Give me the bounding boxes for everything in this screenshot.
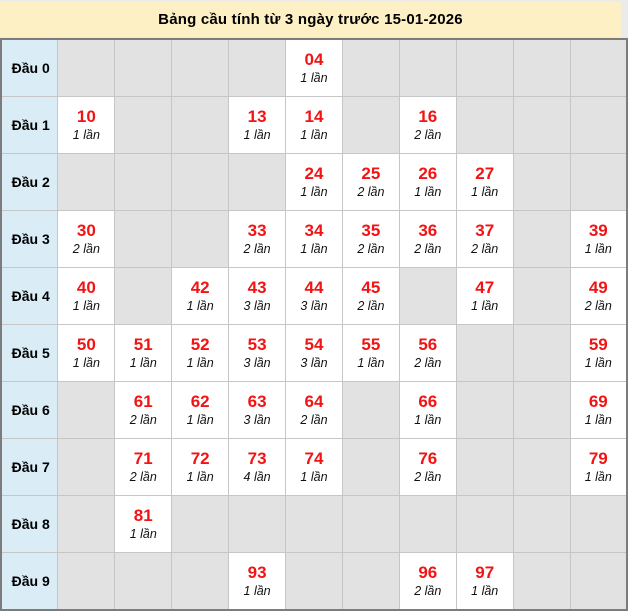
number-cell: [342, 153, 399, 210]
table-body: [1, 39, 627, 610]
number-value: 04: [304, 49, 324, 69]
empty-cell: [58, 439, 115, 496]
empty-cell: [513, 267, 570, 324]
count-value: 1 lần: [584, 356, 612, 371]
number-value: 44: [304, 277, 324, 297]
number-value: 25: [361, 163, 381, 183]
count-value: 1 lần: [471, 298, 499, 313]
number-value: 33: [247, 220, 267, 240]
empty-cell: [342, 382, 399, 439]
count-value: 1 lần: [300, 70, 328, 85]
empty-cell: [456, 496, 513, 553]
empty-cell: [229, 39, 286, 96]
number-cell: [342, 210, 399, 267]
count-value: 1 lần: [72, 298, 100, 313]
empty-cell: [58, 39, 115, 96]
table-row: [1, 324, 627, 381]
number-value: 93: [247, 563, 267, 583]
count-value: 1 lần: [584, 413, 612, 428]
number-cell: [456, 153, 513, 210]
number-cell: [58, 210, 115, 267]
title-bar: [0, 2, 621, 37]
count-value: 1 lần: [414, 413, 442, 428]
number-value: 39: [588, 220, 608, 240]
number-cell: [456, 553, 513, 610]
number-value: 55: [361, 335, 381, 355]
number-value: 16: [418, 106, 438, 126]
count-value: 3 lần: [243, 356, 271, 371]
number-cell: [229, 553, 286, 610]
count-value: 2 lần: [243, 241, 271, 256]
number-value: 35: [361, 220, 381, 240]
number-value: 71: [133, 449, 153, 469]
number-cell: [399, 439, 456, 496]
empty-cell: [172, 496, 229, 553]
count-value: 2 lần: [414, 127, 442, 142]
row-label: Đầu 7: [1, 439, 58, 496]
number-cell: [286, 153, 343, 210]
number-value: 66: [418, 392, 438, 412]
count-value: 1 lần: [186, 413, 214, 428]
empty-cell: [115, 210, 172, 267]
count-value: 1 lần: [129, 527, 157, 542]
count-value: 3 lần: [243, 413, 271, 428]
number-cell: [570, 210, 627, 267]
table-row: [1, 267, 627, 324]
count-value: 4 lần: [243, 470, 271, 485]
empty-cell: [342, 439, 399, 496]
number-value: 42: [190, 277, 210, 297]
empty-cell: [342, 96, 399, 153]
empty-cell: [58, 553, 115, 610]
number-cell: [456, 210, 513, 267]
count-value: 1 lần: [186, 298, 214, 313]
number-cell: [115, 324, 172, 381]
count-value: 1 lần: [243, 127, 271, 142]
number-cell: [115, 496, 172, 553]
empty-cell: [570, 96, 627, 153]
count-value: 1 lần: [584, 470, 612, 485]
count-value: 3 lần: [243, 298, 271, 313]
count-value: 1 lần: [300, 241, 328, 256]
number-cell: [399, 210, 456, 267]
row-label: Đầu 2: [1, 153, 58, 210]
number-cell: [58, 267, 115, 324]
row-label: Đầu 6: [1, 382, 58, 439]
number-cell: [399, 324, 456, 381]
number-cell: [570, 382, 627, 439]
table-row: [1, 210, 627, 267]
empty-cell: [399, 267, 456, 324]
number-value: 96: [418, 563, 438, 583]
number-value: 73: [247, 449, 267, 469]
empty-cell: [172, 210, 229, 267]
empty-cell: [513, 210, 570, 267]
page-title: Bảng cầu tính từ 3 ngày trước 15-01-2026: [158, 11, 463, 28]
number-cell: [286, 96, 343, 153]
number-value: 36: [418, 220, 438, 240]
count-value: 2 lần: [72, 241, 100, 256]
empty-cell: [286, 496, 343, 553]
count-value: 1 lần: [471, 584, 499, 599]
table-row: [1, 96, 627, 153]
number-cell: [58, 96, 115, 153]
number-value: 51: [133, 335, 153, 355]
empty-cell: [58, 496, 115, 553]
empty-cell: [115, 39, 172, 96]
count-value: 2 lần: [414, 241, 442, 256]
number-value: 72: [190, 449, 210, 469]
number-value: 43: [247, 277, 267, 297]
empty-cell: [513, 96, 570, 153]
number-value: 63: [247, 392, 267, 412]
count-value: 1 lần: [186, 356, 214, 371]
number-cell: [399, 553, 456, 610]
row-label: Đầu 9: [1, 553, 58, 610]
table-row: [1, 439, 627, 496]
number-cell: [570, 439, 627, 496]
count-value: 1 lần: [471, 184, 499, 199]
number-value: 54: [304, 335, 324, 355]
number-value: 53: [247, 335, 267, 355]
count-value: 2 lần: [300, 413, 328, 428]
number-cell: [286, 382, 343, 439]
number-value: 64: [304, 392, 324, 412]
table-row: [1, 496, 627, 553]
number-value: 13: [247, 106, 267, 126]
number-cell: [172, 267, 229, 324]
empty-cell: [342, 553, 399, 610]
empty-cell: [172, 96, 229, 153]
number-cell: [229, 267, 286, 324]
number-value: 34: [304, 220, 324, 240]
number-value: 52: [190, 335, 210, 355]
empty-cell: [456, 39, 513, 96]
number-value: 79: [588, 449, 608, 469]
empty-cell: [115, 553, 172, 610]
number-cell: [115, 382, 172, 439]
count-value: 1 lần: [300, 127, 328, 142]
empty-cell: [456, 324, 513, 381]
count-value: 1 lần: [72, 127, 100, 142]
count-value: 1 lần: [72, 356, 100, 371]
count-value: 2 lần: [357, 241, 385, 256]
number-cell: [342, 324, 399, 381]
number-cell: [58, 324, 115, 381]
empty-cell: [172, 39, 229, 96]
count-value: 1 lần: [300, 184, 328, 199]
number-cell: [229, 324, 286, 381]
number-value: 27: [475, 163, 495, 183]
number-value: 62: [190, 392, 210, 412]
row-label: Đầu 5: [1, 324, 58, 381]
number-value: 40: [76, 277, 96, 297]
empty-cell: [513, 382, 570, 439]
row-label: Đầu 3: [1, 210, 58, 267]
count-value: 2 lần: [414, 356, 442, 371]
empty-cell: [399, 39, 456, 96]
number-cell: [286, 267, 343, 324]
count-value: 1 lần: [357, 356, 385, 371]
number-value: 10: [76, 106, 96, 126]
number-value: 61: [133, 392, 153, 412]
count-value: 2 lần: [414, 470, 442, 485]
count-value: 2 lần: [471, 241, 499, 256]
row-label: Đầu 1: [1, 96, 58, 153]
empty-cell: [513, 553, 570, 610]
empty-cell: [456, 382, 513, 439]
number-value: 30: [76, 220, 96, 240]
number-value: 97: [475, 563, 495, 583]
empty-cell: [570, 496, 627, 553]
count-value: 1 lần: [243, 584, 271, 599]
count-value: 2 lần: [357, 298, 385, 313]
count-value: 1 lần: [186, 470, 214, 485]
empty-cell: [456, 439, 513, 496]
count-value: 1 lần: [414, 184, 442, 199]
number-cell: [172, 439, 229, 496]
empty-cell: [115, 96, 172, 153]
count-value: 2 lần: [414, 584, 442, 599]
number-cell: [172, 382, 229, 439]
number-cell: [115, 439, 172, 496]
number-cell: [229, 96, 286, 153]
number-cell: [229, 210, 286, 267]
count-value: 2 lần: [129, 413, 157, 428]
bridge-stats-table: [0, 38, 628, 611]
number-value: 81: [133, 506, 153, 526]
empty-cell: [570, 553, 627, 610]
empty-cell: [513, 39, 570, 96]
empty-cell: [570, 153, 627, 210]
empty-cell: [115, 153, 172, 210]
count-value: 1 lần: [584, 241, 612, 256]
empty-cell: [399, 496, 456, 553]
empty-cell: [342, 496, 399, 553]
count-value: 2 lần: [129, 470, 157, 485]
number-cell: [456, 267, 513, 324]
number-value: 37: [475, 220, 495, 240]
number-cell: [342, 267, 399, 324]
count-value: 3 lần: [300, 356, 328, 371]
number-value: 56: [418, 335, 438, 355]
empty-cell: [513, 439, 570, 496]
number-value: 47: [475, 277, 495, 297]
empty-cell: [229, 496, 286, 553]
number-cell: [286, 324, 343, 381]
number-value: 69: [588, 392, 608, 412]
table-row: [1, 153, 627, 210]
number-cell: [570, 324, 627, 381]
count-value: 2 lần: [357, 184, 385, 199]
row-label: Đầu 8: [1, 496, 58, 553]
empty-cell: [172, 553, 229, 610]
empty-cell: [570, 39, 627, 96]
empty-cell: [342, 39, 399, 96]
number-cell: [172, 324, 229, 381]
empty-cell: [286, 553, 343, 610]
number-value: 45: [361, 277, 381, 297]
number-cell: [286, 439, 343, 496]
number-value: 24: [304, 163, 324, 183]
count-value: 2 lần: [584, 298, 612, 313]
number-value: 74: [304, 449, 324, 469]
count-value: 3 lần: [300, 298, 328, 313]
number-value: 26: [418, 163, 438, 183]
table-row: [1, 39, 627, 96]
empty-cell: [513, 153, 570, 210]
empty-cell: [229, 153, 286, 210]
number-cell: [399, 96, 456, 153]
number-cell: [229, 439, 286, 496]
table-row: [1, 553, 627, 610]
number-value: 59: [588, 335, 608, 355]
empty-cell: [58, 382, 115, 439]
number-value: 14: [304, 106, 324, 126]
number-cell: [399, 153, 456, 210]
number-value: 76: [418, 449, 438, 469]
number-cell: [286, 39, 343, 96]
number-value: 49: [588, 277, 608, 297]
row-label: Đầu 0: [1, 39, 58, 96]
table-row: [1, 382, 627, 439]
count-value: 1 lần: [129, 356, 157, 371]
empty-cell: [456, 96, 513, 153]
empty-cell: [172, 153, 229, 210]
number-value: 50: [76, 335, 96, 355]
number-cell: [399, 382, 456, 439]
empty-cell: [513, 324, 570, 381]
row-label: Đầu 4: [1, 267, 58, 324]
empty-cell: [58, 153, 115, 210]
empty-cell: [513, 496, 570, 553]
count-value: 1 lần: [300, 470, 328, 485]
empty-cell: [115, 267, 172, 324]
number-cell: [570, 267, 627, 324]
number-cell: [229, 382, 286, 439]
number-cell: [286, 210, 343, 267]
